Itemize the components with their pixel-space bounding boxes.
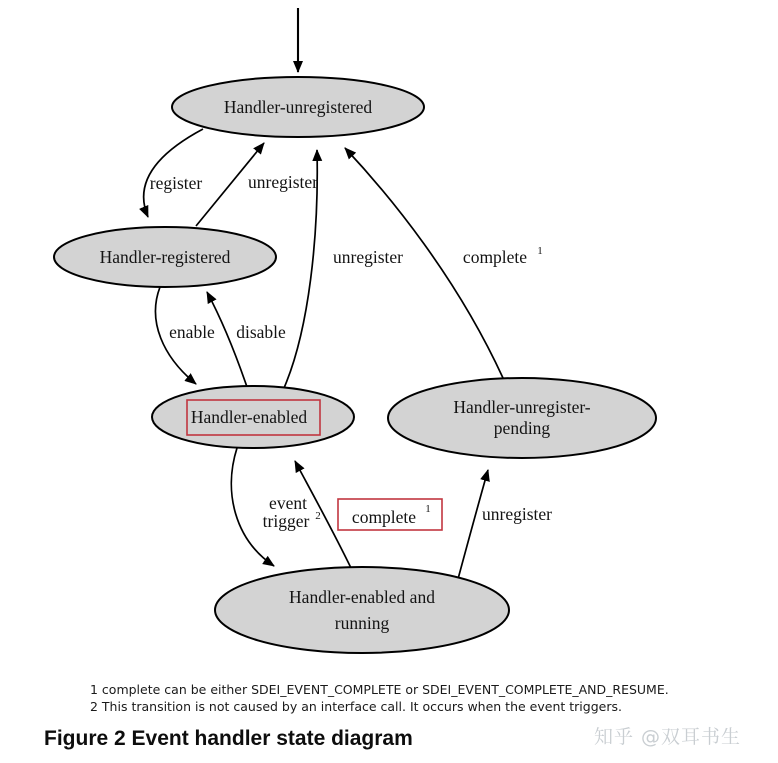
footnote-1: 1 complete can be either SDEI_EVENT_COMPLETE or SDEI_EVENT_COMPLETE_AND_RESUME. [90, 682, 669, 697]
label-complete-upper: complete [462, 247, 528, 267]
label-handler-registered: Handler-registered [99, 247, 231, 267]
label-event-trigger-line1: event [269, 493, 307, 513]
state-handler-enabled-and-running [215, 567, 509, 653]
label-handler-unregister-pending-line1: Handler-unregister- [453, 397, 591, 417]
watermark-text: 知乎 @双耳书生 [594, 726, 742, 748]
label-complete-lower: complete [351, 507, 417, 527]
label-unregister-upper: unregister [248, 172, 318, 192]
footnotes [90, 681, 669, 715]
label-register: register [149, 173, 203, 193]
state-nodes [54, 77, 656, 653]
label-handler-unregistered: Handler-unregistered [223, 97, 373, 117]
footnote-2: 2 This transition is not caused by an interface call. It occurs when the event triggers. [90, 699, 622, 714]
label-handler-enabled-and-running-line1: Handler-enabled and [289, 587, 435, 607]
label-handler-enabled-and-running-line2: running [334, 613, 390, 633]
label-enable: enable [169, 322, 215, 342]
label-complete-upper-superscript: 1 [537, 245, 543, 257]
label-disable: disable [236, 322, 286, 342]
edge-labels [150, 172, 552, 531]
label-event-trigger-superscript: 2 [315, 510, 321, 522]
label-complete-lower-superscript: 1 [425, 503, 431, 515]
figure-caption: Figure 2 Event handler state diagram [44, 727, 413, 750]
edge-event-trigger [231, 448, 274, 566]
label-handler-enabled: Handler-enabled [190, 407, 308, 427]
edge-unregister-from-running [458, 470, 488, 579]
label-handler-unregister-pending-line2: pending [493, 418, 551, 438]
label-unregister-middle: unregister [333, 247, 403, 267]
label-unregister-lower: unregister [482, 504, 552, 524]
label-event-trigger-line2: trigger [262, 511, 310, 531]
